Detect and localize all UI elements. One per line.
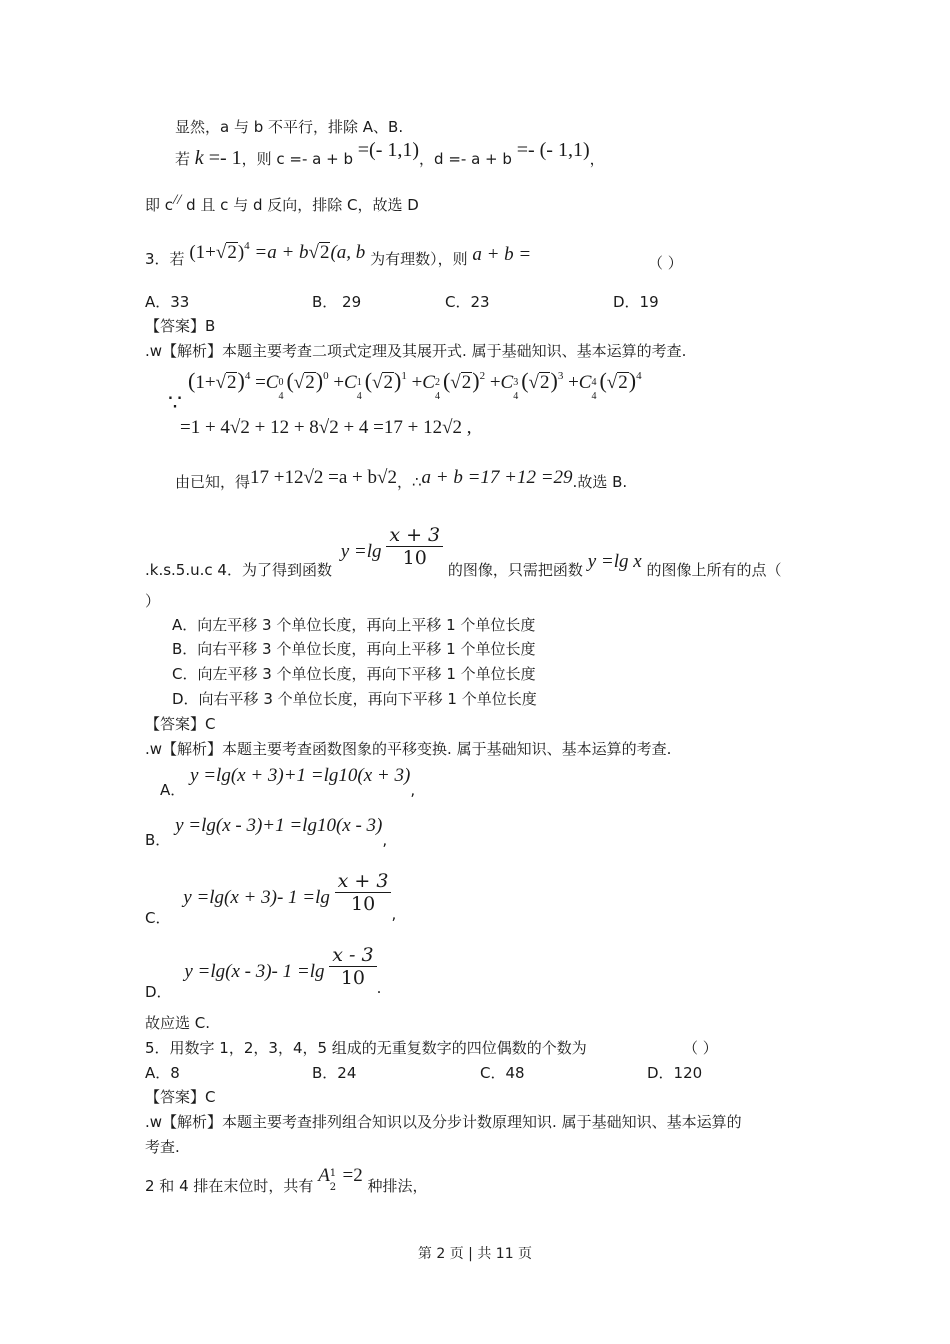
q4-option-c: C．向左平移 3 个单位长度，再向下平移 1 个单位长度 (172, 665, 536, 683)
q5-analysis-line2: 考查. (145, 1138, 180, 1156)
q4-suffix: 的图像上所有的点（ (646, 561, 782, 579)
q4-solution-c-den: 10 (350, 893, 376, 915)
q4-solution-d-expr: y =lg(x - 3)- 1 =lg (184, 961, 325, 982)
q4-solution-c-num: x + 3 (335, 872, 392, 893)
sqrt-icon: √2 (308, 242, 330, 263)
q4-target-fraction (386, 526, 443, 568)
therefore-icon: ，∴ (396, 473, 422, 491)
q2-d-value: =- (- 1,1) (516, 139, 590, 161)
parallel-symbol-icon: // (173, 192, 182, 208)
q4-question (145, 518, 782, 579)
q3-expr-rhs-rad: 2 (319, 242, 330, 263)
q3-answer: 【答案】B (145, 317, 216, 335)
q4-solution-d (145, 938, 382, 1001)
q3-expression (189, 242, 370, 263)
q4-solution-d-end: . (376, 979, 382, 997)
q2-case-line (175, 139, 605, 169)
q4-solution-c (145, 864, 397, 927)
q4-solution-b-expr: y =lg(x - 3)+1 =lg10(x - 3) (175, 815, 383, 836)
q4-target-lhs: y =lg (340, 541, 382, 562)
q2-parallel-rest: d 且 c 与 d 反向，排除 C，故选 D (181, 196, 419, 214)
q5-answer: 【答案】C (145, 1088, 216, 1106)
q3-conclusion-eq: 17 +12√2 =a + b√2 (250, 467, 397, 488)
q4-solution-b-label: B． (145, 831, 171, 849)
q3-expansion-line2: =1 + 4√2 + 12 + 8√2 + 4 =17 + 12√2 , (180, 417, 472, 438)
q2-c-expr: ，则 c =- a + b (241, 150, 353, 168)
q4-solution-b (145, 815, 388, 849)
q2-comma: ， (589, 150, 605, 168)
q5-option-a: A．8 (145, 1064, 180, 1082)
q4-solution-a-expr: y =lg(x + 3)+1 =lg10(x + 3) (190, 765, 411, 786)
q4-target-num: x + 3 (386, 526, 443, 547)
q2-k-var: k (194, 147, 204, 169)
q4-mid: 的图像，只需把函数 (447, 561, 583, 579)
q5-step-A: A (318, 1165, 330, 1186)
q4-close-paren: ） (145, 592, 161, 610)
q3-option-d: D．19 (613, 293, 659, 311)
q5-step-A-sub: 2 (329, 1182, 337, 1193)
q3-option-b: B． 29 (312, 293, 362, 311)
q2-d-expr: ，d =- a + b (419, 150, 512, 168)
q3-expr-rhs: =a + b (249, 242, 309, 263)
q4-conclusion: 故应选 C. (145, 1014, 211, 1032)
q4-solution-a (160, 765, 416, 799)
q4-solution-d-num: x - 3 (329, 946, 376, 967)
q4-option-d: D．向右平移 3 个单位长度，再向下平移 1 个单位长度 (172, 690, 537, 708)
q2-c-value: =(- 1,1) (357, 139, 420, 161)
q4-solution-d-den: 10 (340, 967, 365, 989)
sqrt-icon: √2 (215, 242, 237, 263)
q5-question: 5．用数字 1，2，3，4，5 组成的无重复数字的四位偶数的个数为 (145, 1039, 587, 1057)
q4-solution-a-end: , (410, 781, 416, 799)
page-footer: 第 2 页 | 共 11 页 (417, 1246, 533, 1262)
q2-k-value: =- 1 (203, 147, 242, 169)
q3-expr-close: ) (237, 242, 245, 263)
q4-solution-c-end: , (391, 905, 397, 923)
q3-analysis: .w【解析】本题主要考查二项式定理及其展开式. 属于基础知识、基本运算的考查. (145, 342, 687, 360)
q3-condition: 为有理数），则 (370, 250, 468, 268)
q4-solution-b-end: , (382, 831, 388, 849)
q2-parallel-prefix: 即 c (145, 196, 174, 214)
q3-option-a: A．33 (145, 293, 190, 311)
q4-option-a: A．向左平移 3 个单位长度，再向上平移 1 个单位长度 (172, 616, 536, 634)
q4-prefix: .k.s.5.u.c 4．为了得到函数 (145, 561, 332, 579)
q4-solution-d-fraction (329, 946, 376, 988)
q2-if-label: 若 (175, 150, 191, 168)
q3-conclusion-prefix: 由已知，得 (175, 473, 251, 491)
q3-option-c: C．23 (445, 293, 490, 311)
q3-ask: a + b = (472, 244, 532, 265)
q2-conclusion-line: 显然，a 与 b 不平行，排除 A、B. (175, 118, 404, 136)
q5-step-line (145, 1165, 428, 1195)
q4-answer: 【答案】C (145, 715, 216, 733)
q4-solution-d-label: D． (145, 983, 172, 1001)
q5-option-b: B．24 (312, 1064, 357, 1082)
q4-solution-c-expr: y =lg(x + 3)- 1 =lg (183, 887, 330, 908)
q4-analysis: .w【解析】本题主要考查函数图象的平移变换. 属于基础知识、基本运算的考查. (145, 740, 672, 758)
q4-solution-c-label: C． (145, 909, 171, 927)
q5-step-eq: =2 (337, 1165, 363, 1186)
q4-target-den: 10 (402, 547, 427, 569)
q3-conclusion-end: .故选 B. (572, 473, 628, 491)
q5-step-prefix: 2 和 4 排在末位时，共有 (145, 1177, 314, 1195)
q4-solution-a-label: A． (160, 781, 186, 799)
q5-answer-blank: （ ） (683, 1039, 718, 1057)
q2-parallel-line (145, 192, 419, 214)
q3-conclusion-sum: a + b =17 +12 =29 (421, 467, 573, 488)
q3-expr-tail: (a, b (330, 242, 366, 263)
q3-expr-rad: 2 (227, 242, 237, 263)
q5-option-d: D．120 (647, 1064, 703, 1082)
q4-base-fn: y =lg x (587, 551, 642, 572)
q5-analysis-line1: .w【解析】本题主要考查排列组合知识以及分步计数原理知识. 属于基础知识、基本运算的 (145, 1113, 742, 1131)
q4-solution-c-fraction (335, 872, 392, 914)
q3-expr-base: (1+ (189, 242, 216, 263)
q3-question (145, 240, 532, 269)
q4-option-b: B．向右平移 3 个单位长度，再向上平移 1 个单位长度 (172, 640, 536, 658)
q3-conclusion (175, 467, 628, 491)
q5-option-c: C．48 (480, 1064, 525, 1082)
because-icon: ∵ (168, 390, 182, 415)
q5-step-A-sup: 1 (329, 1168, 337, 1179)
q3-expansion-line1: $(1+√2)^4 =C$ 0 4 $(√2)^0 +C$ 1 4 $(√2)^1 +C$ 2 4 $(√2)^2 +C$ 3 4 $(√2)^3 +C$ 4 4 $(√2)^4$ (188, 368, 642, 402)
q3-number: 3．若 (145, 250, 185, 268)
q3-expr-exp: 4 (244, 240, 250, 252)
q3-answer-blank: （ ） (648, 254, 683, 272)
q5-step-suffix: 种排法， (367, 1177, 428, 1195)
